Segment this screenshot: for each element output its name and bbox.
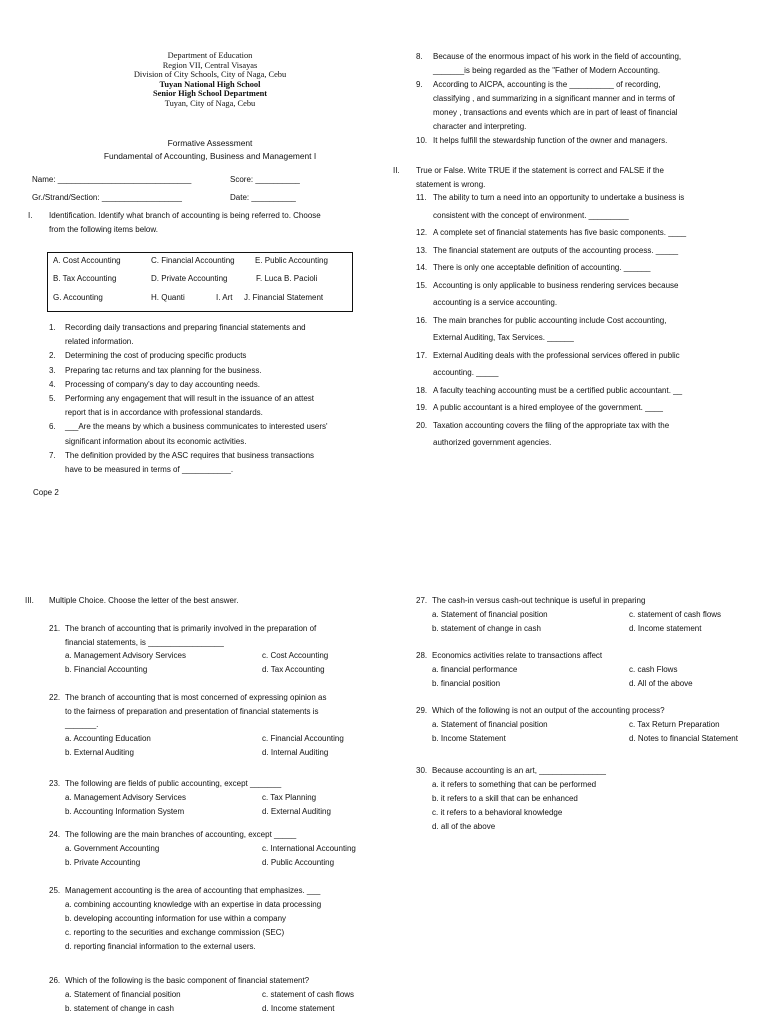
answer-option: b. financial position: [432, 678, 501, 688]
item-text: Preparing tac returns and tax planning for the business.: [65, 365, 262, 375]
item-text: According to AICPA, accounting is the __________ of recording,: [433, 80, 661, 89]
choice-item: E. Public Accounting: [255, 256, 328, 265]
item-text: External Auditing deals with the professional services offered in public: [433, 350, 680, 360]
question-text: Because accounting is an art, _______________: [432, 766, 606, 775]
answer-option: a. Management Advisory Services: [65, 651, 186, 660]
answer-option: a. it refers to something that can be performed: [432, 779, 597, 789]
item-text: It helps fulfill the stewardship function of the owner and managers.: [433, 136, 668, 145]
question-number: 29.: [416, 706, 428, 715]
question-text: financial statements, is _________________: [65, 637, 224, 647]
item-text: consistent with the concept of environment. _________: [433, 210, 629, 220]
item-text: Because of the enormous impact of his work in the field of accounting,: [433, 52, 682, 61]
item-text: A faculty teaching accounting must be a certified public accountant. __: [433, 385, 683, 395]
choice-item: G. Accounting: [53, 293, 103, 302]
item-text: ___Are the means by which a business communicates to interested users': [65, 422, 328, 432]
item-number: 16.: [416, 315, 428, 325]
answer-option: d. Public Accounting: [262, 857, 335, 867]
item-number: 12.: [416, 228, 428, 237]
choice-item: D. Private Accounting: [151, 274, 228, 283]
part-instruction: statement is wrong.: [416, 180, 486, 189]
choice-item: I. Art: [216, 293, 233, 302]
answer-option: b. statement of change in cash: [65, 1003, 174, 1013]
choice-item: A. Cost Accounting: [53, 256, 121, 265]
header-line: Division of City Schools, City of Naga, Cebu: [133, 70, 287, 80]
answer-option: a. financial performance: [432, 664, 518, 674]
item-number: 4.: [49, 379, 56, 389]
item-text: related information.: [65, 337, 134, 347]
answer-option: a. Statement of financial position: [65, 989, 181, 999]
item-text: have to be measured in terms of ___________.: [65, 464, 234, 474]
question-number: 26.: [49, 976, 61, 985]
item-number: 8.: [416, 52, 423, 61]
question-text: The cash-in versus cash-out technique is useful in preparing: [432, 596, 646, 605]
section-field: Gr./Strand/Section: __________________: [32, 193, 182, 202]
item-text: classifying , and summarizing in a significant manner and in terms of: [433, 94, 675, 103]
answer-option: c. statement of cash flows: [629, 609, 722, 619]
page-note: Cope 2: [33, 488, 59, 497]
choice-item: J. Financial Statement: [244, 293, 324, 302]
item-text: The ability to turn a need into an opportunity to undertake a business is: [433, 193, 685, 202]
header-line: Department of Education: [167, 51, 253, 60]
answer-option: a. Statement of financial position: [432, 609, 548, 619]
item-number: 19.: [416, 403, 428, 412]
page-title: Formative Assessment: [167, 138, 253, 148]
item-text: External Auditing, Tax Services. ______: [433, 333, 574, 342]
question-number: 25.: [49, 886, 61, 895]
part-instruction: from the following items below.: [49, 225, 158, 234]
item-text: The definition provided by the ASC requires that business transactions: [65, 450, 315, 460]
answer-option: a. Management Advisory Services: [65, 792, 186, 802]
page-subtitle: Fundamental of Accounting, Business and Management I: [103, 151, 317, 161]
answer-option: b. Private Accounting: [65, 857, 141, 867]
date-field: Date: __________: [230, 193, 296, 202]
item-text: Performing any engagement that will result in the issuance of an attest: [65, 394, 315, 403]
item-number: 18.: [416, 385, 428, 395]
answer-option: c. Tax Planning: [262, 792, 317, 802]
answer-option: c. Tax Return Preparation: [629, 719, 720, 729]
header-line: Tuyan National High School: [159, 79, 261, 89]
answer-option: d. Income statement: [262, 1003, 335, 1013]
item-number: 20.: [416, 420, 428, 430]
answer-option: b. it refers to a skill that can be enhanced: [432, 793, 578, 803]
item-number: 6.: [49, 422, 56, 432]
question-number: 22.: [49, 693, 61, 702]
question-text: to the fairness of preparation and presentation of financial statements is: [65, 706, 319, 716]
item-text: character and interpreting.: [433, 122, 527, 131]
item-text: Processing of company's day to day accounting needs.: [65, 379, 260, 389]
item-text: significant information about its economic activities.: [65, 436, 247, 446]
question-text: The following are fields of public accounting, except _______: [65, 779, 282, 788]
question-number: 28.: [416, 651, 428, 660]
item-text: There is only one acceptable definition of accounting. ______: [433, 263, 651, 272]
question-text: Which of the following is the basic component of financial statement?: [65, 976, 310, 985]
item-number: 14.: [416, 263, 428, 272]
item-text: accounting. _____: [433, 368, 499, 377]
question-text: Management accounting is the area of accounting that emphasizes. ___: [65, 886, 321, 895]
item-number: 13.: [416, 245, 428, 255]
part-number: II.: [393, 166, 400, 175]
answer-option: b. External Auditing: [65, 747, 134, 757]
item-text: The main branches for public accounting include Cost accounting,: [433, 315, 667, 325]
answer-option: c. Financial Accounting: [262, 733, 344, 743]
header-line: Senior High School Department: [152, 89, 268, 99]
answer-option: d. All of the above: [629, 678, 693, 688]
answer-option: b. statement of change in cash: [432, 623, 541, 633]
answer-option: a. Statement of financial position: [432, 719, 548, 729]
item-text: Taxation accounting covers the filing of the appropriate tax with the: [433, 420, 670, 430]
answer-option: d. Income statement: [629, 623, 702, 633]
answer-option: d. External Auditing: [262, 806, 331, 816]
item-text: report that is in accordance with professional standards.: [65, 408, 263, 418]
choice-item: H. Quanti: [151, 293, 185, 302]
item-text: accounting is a service accounting.: [433, 298, 558, 307]
item-number: 15.: [416, 280, 428, 290]
answer-option: b. developing accounting information for use within a company: [65, 913, 287, 923]
item-number: 1.: [49, 323, 56, 332]
answer-option: d. all of the above: [432, 821, 496, 831]
answer-option: d. Internal Auditing: [262, 747, 329, 757]
item-text: money , transactions and events which are in part of least of financial: [433, 108, 678, 117]
part-instruction: True or False. Write TRUE if the statement is correct and FALSE if the: [416, 166, 664, 175]
school-header: [100, 51, 320, 109]
answer-option: c. statement of cash flows: [262, 989, 355, 999]
item-text: _______is being regarded as the "Father of Modern Accounting.: [433, 66, 660, 75]
answer-option: a. Accounting Education: [65, 733, 151, 743]
part-number: I.: [28, 211, 33, 220]
question-number: 30.: [416, 766, 428, 775]
question-text: _______.: [65, 720, 99, 729]
answer-option: b. Accounting Information System: [65, 806, 185, 816]
item-number: 3.: [49, 365, 56, 375]
question-text: Which of the following is not an output of the accounting process?: [432, 706, 665, 715]
item-number: 9.: [416, 80, 423, 89]
question-text: The following are the main branches of accounting, except _____: [65, 830, 297, 839]
answer-option: c. Cost Accounting: [262, 651, 329, 660]
choice-item: F. Luca B. Pacioli: [256, 274, 318, 283]
question-text: The branch of accounting that is most concerned of expressing opinion as: [65, 693, 327, 702]
answer-option: b. Income Statement: [432, 733, 506, 743]
answer-option: c. it refers to a behavioral knowledge: [432, 807, 563, 817]
part-instruction: Identification. Identify what branch of accounting is being referred to. Choose: [49, 211, 321, 220]
item-text: Determining the cost of producing specific products: [65, 351, 247, 361]
question-text: The branch of accounting that is primarily involved in the preparation of: [65, 624, 317, 633]
part-instruction: Multiple Choice. Choose the letter of the best answer.: [49, 596, 239, 605]
item-number: 7.: [49, 450, 56, 460]
choice-item: C. Financial Accounting: [151, 256, 235, 265]
choice-item: B. Tax Accounting: [53, 274, 117, 283]
item-number: 2.: [49, 351, 56, 361]
answer-option: d. reporting financial information to the external users.: [65, 941, 256, 951]
answer-option: d. Notes to financial Statement: [629, 733, 738, 743]
header-line: Region VII, Central Visayas: [162, 60, 258, 70]
part-number: III.: [25, 596, 34, 605]
item-number: 10.: [416, 136, 428, 145]
item-number: 5.: [49, 394, 56, 403]
question-number: 21.: [49, 624, 61, 633]
item-text: A complete set of financial statements has five basic components. ____: [433, 228, 687, 237]
answer-option: c. International Accounting: [262, 843, 356, 853]
item-text: authorized government agencies.: [433, 438, 552, 447]
item-number: 17.: [416, 350, 428, 360]
header-line: Tuyan, City of Naga, Cebu: [164, 98, 256, 108]
item-text: The financial statement are outputs of the accounting process. _____: [433, 245, 679, 255]
answer-option: b. Financial Accounting: [65, 665, 148, 674]
item-text: Recording daily transactions and preparing financial statements and: [65, 323, 306, 332]
item-number: 11.: [416, 193, 427, 202]
name-field: Name: ______________________________: [32, 175, 192, 184]
answer-option: a. combining accounting knowledge with an expertise in data processing: [65, 899, 322, 909]
item-text: A public accountant is a hired employee of the government. ____: [433, 403, 663, 412]
answer-option: c. cash Flows: [629, 664, 678, 674]
question-number: 24.: [49, 830, 61, 839]
question-number: 27.: [416, 596, 428, 605]
answer-option: d. Tax Accounting: [262, 665, 325, 674]
answer-option: a. Government Accounting: [65, 843, 160, 853]
question-text: Economics activities relate to transactions affect: [432, 651, 603, 660]
score-field: Score: __________: [230, 175, 300, 184]
item-text: Accounting is only applicable to business rendering services because: [433, 280, 679, 290]
question-number: 23.: [49, 779, 61, 788]
answer-option: c. reporting to the securities and exchange commission (SEC): [65, 927, 285, 937]
